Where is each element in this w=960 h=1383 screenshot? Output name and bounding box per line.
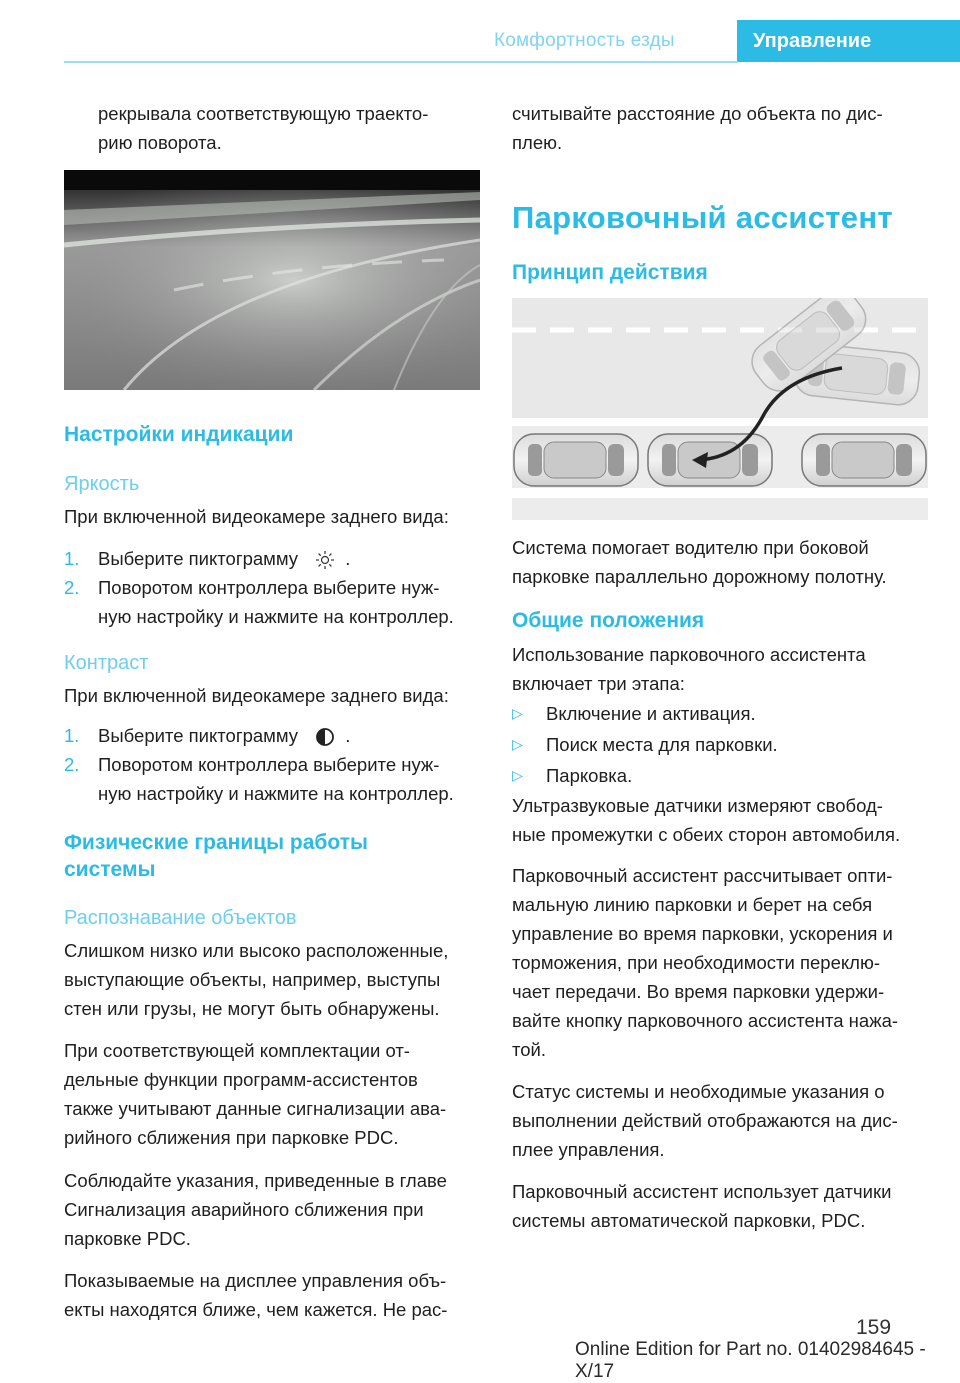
contrast-step-2 <box>64 750 514 808</box>
paragraph: вайте кнопку парковочного ассистента нажа- <box>512 1010 899 1031</box>
heading-brightness: Яркость <box>64 473 140 495</box>
page-number: 159 <box>856 1316 892 1339</box>
paragraph: При соответствующей комплектации от- <box>64 1040 410 1061</box>
paragraph: также учитывают данные сигнализации ава- <box>64 1098 447 1119</box>
contrast-intro: При включенной видеокамере заднего вида: <box>64 685 449 706</box>
paragraph: чает передачи. Во время парковки удержи- <box>512 981 885 1002</box>
list-item-text: Поиск места для парковки. <box>546 734 778 755</box>
paragraph: екты находятся ближе, чем кажется. Не рас- <box>64 1299 448 1320</box>
brightness-step-1 <box>64 544 514 573</box>
step-text: Поворотом контроллера выберите нуж- <box>98 754 440 775</box>
paragraph: стен или грузы, не могут быть обнаружены. <box>64 998 440 1019</box>
list-item-text: Парковка. <box>546 765 633 786</box>
step-text: Поворотом контроллера выберите нуж- <box>98 577 440 598</box>
paragraph: парковке PDC. <box>64 1228 191 1249</box>
paragraph: системы автоматической парковки, PDC. <box>512 1210 866 1231</box>
paragraph: той. <box>512 1039 547 1060</box>
paragraph: Сигнализация аварийного сближения при <box>64 1199 424 1220</box>
continued-text: рекрывала соответствующую траекто- <box>98 103 429 124</box>
heading-system-limits: системы <box>64 858 156 881</box>
paragraph: рийного сближения при парковке PDC. <box>64 1127 399 1148</box>
paragraph: торможения, при необходимости переклю- <box>512 952 880 973</box>
brightness-icon <box>315 550 335 570</box>
step-number: 2. <box>64 577 80 598</box>
paragraph: выполнении действий отображаются на дис- <box>512 1110 898 1131</box>
heading-general: Общие положения <box>512 609 705 632</box>
step-number: 2. <box>64 754 80 775</box>
list-item <box>512 730 960 759</box>
bullet-triangle-icon: ▷ <box>512 736 523 752</box>
step-text: ную настройку и нажмите на контроллер. <box>98 606 454 627</box>
header-section: Комфортность езды <box>494 30 675 51</box>
continued-text: плею. <box>512 132 563 153</box>
step-text: . <box>345 725 351 746</box>
page-header <box>0 0 960 62</box>
brightness-intro: При включенной видеокамере заднего вида: <box>64 506 449 527</box>
heading-parking-assistant: Парковочный ассистент <box>512 200 893 235</box>
continued-text: рию поворота. <box>98 132 222 153</box>
heading-contrast: Контраст <box>64 652 149 674</box>
list-item-text: Включение и активация. <box>546 703 756 724</box>
step-number: 1. <box>64 725 80 746</box>
paragraph: парковке параллельно дорожному полотну. <box>512 566 887 587</box>
paragraph: Соблюдайте указания, приведенные в главе <box>64 1170 447 1191</box>
brightness-step-2 <box>64 573 514 631</box>
step-text: ную настройку и нажмите на контроллер. <box>98 783 454 804</box>
bullet-triangle-icon: ▷ <box>512 767 523 783</box>
step-text: . <box>345 548 351 569</box>
header-rule <box>64 61 738 63</box>
paragraph: дельные функции программ-ассистентов <box>64 1069 418 1090</box>
heading-principle: Принцип действия <box>512 261 708 284</box>
rear-camera-image <box>64 170 480 390</box>
footer-edition: Online Edition for Part no. 01402984645 - X/17 <box>575 1339 926 1382</box>
list-item <box>512 761 960 790</box>
list-item <box>512 699 960 728</box>
paragraph: плее управления. <box>512 1139 665 1160</box>
paragraph: Слишком низко или высоко расположенные, <box>64 940 449 961</box>
paragraph: Использование парковочного ассистента <box>512 644 866 665</box>
heading-system-limits: Физические границы работы <box>64 831 368 854</box>
paragraph: Статус системы и необходимые указания о <box>512 1081 885 1102</box>
paragraph: выступающие объекты, например, выступы <box>64 969 441 990</box>
parking-diagram <box>512 298 928 520</box>
step-text: Выберите пиктограмму <box>98 725 299 746</box>
paragraph: Показываемые на дисплее управления объ- <box>64 1270 447 1291</box>
paragraph: мальную линию парковки и берет на себя <box>512 894 873 915</box>
continued-text: считывайте расстояние до объекта по дис- <box>512 103 883 124</box>
heading-object-recognition: Распознавание объектов <box>64 907 297 929</box>
heading-display-settings: Настройки индикации <box>64 423 294 446</box>
step-number: 1. <box>64 548 80 569</box>
paragraph: Парковочный ассистент рассчитывает опти- <box>512 865 893 886</box>
paragraph: Парковочный ассистент использует датчики <box>512 1181 892 1202</box>
paragraph: управление во время парковки, ускорения и <box>512 923 893 944</box>
header-chapter-tab: Управление <box>737 20 960 62</box>
paragraph: ные промежутки с обеих сторон автомобиля. <box>512 824 901 845</box>
contrast-icon <box>315 727 335 747</box>
bullet-triangle-icon: ▷ <box>512 705 523 721</box>
paragraph: Система помогает водителю при боковой <box>512 537 869 558</box>
paragraph: включает три этапа: <box>512 673 685 694</box>
paragraph: Ультразвуковые датчики измеряют свобод- <box>512 795 883 816</box>
contrast-step-1 <box>64 721 514 750</box>
step-text: Выберите пиктограмму <box>98 548 299 569</box>
